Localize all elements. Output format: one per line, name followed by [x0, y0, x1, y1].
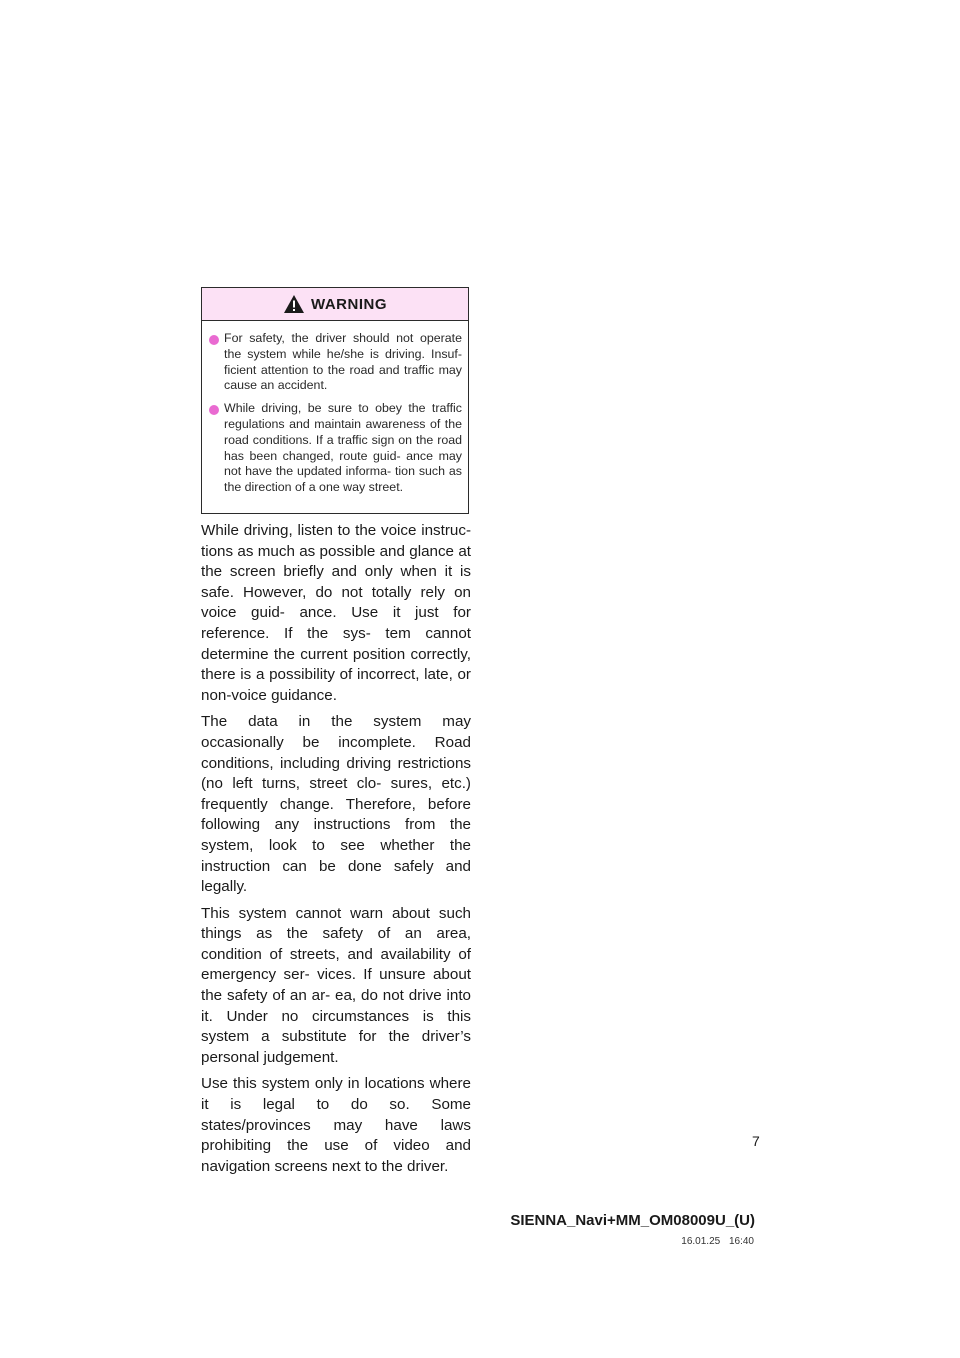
footer-document-id: SIENNA_Navi+MM_OM08009U_(U) [510, 1212, 755, 1229]
warning-triangle-icon [283, 294, 305, 314]
warning-body [202, 321, 468, 496]
page-number: 7 [752, 1133, 760, 1149]
footer-timestamp: 16.01.25 16:40 [681, 1236, 754, 1247]
bullet-icon [209, 335, 219, 345]
bullet-icon [209, 405, 219, 415]
paragraph: This system cannot warn about such things as the safety of an area, condition of streets, and availability of emergency ser- vices. If unsure about the safety of an ar- ea, do not drive into it. Under no circumstances is this system a substitute for the driver’s personal judgement. [201, 904, 471, 1066]
paragraph: While driving, listen to the voice instruc- tions as much as possible and glance at the screen briefly and only when it is safe. However, do not totally rely on voice guid- ance. Use it just for reference. If the sys- tem cannot determine the current position correctly, there is a possibility of incorrect, late, or non-voice guidance. [201, 522, 471, 704]
warning-item [209, 401, 462, 496]
warning-box [201, 287, 469, 514]
warning-item [209, 331, 462, 394]
paragraph: The data in the system may occasionally be incomplete. Road conditions, including driving restrictions (no left turns, street clo- sures, etc.) frequently change. Therefore, before following any instructions from the system, look to see whether the instruction can be done safely and legally. [201, 713, 471, 896]
warning-item-text: For safety, the driver should not operate the system while he/she is driving. Insuf- ficient attention to the road and traffic may cause an accident. [224, 331, 462, 393]
warning-item-text: While driving, be sure to obey the traffic regulations and maintain awareness of the road conditions. If a traffic sign on the road has been changed, route guid- ance may not have the updated informa- tion such as the direction of a one way street. [224, 401, 462, 495]
warning-header [202, 288, 468, 321]
paragraph: Use this system only in locations where it is legal to do so. Some states/provinces may have laws prohibiting the use of video and navigation screens next to the driver. [201, 1075, 471, 1175]
warning-title: WARNING [311, 295, 387, 313]
body-text [201, 521, 471, 1183]
